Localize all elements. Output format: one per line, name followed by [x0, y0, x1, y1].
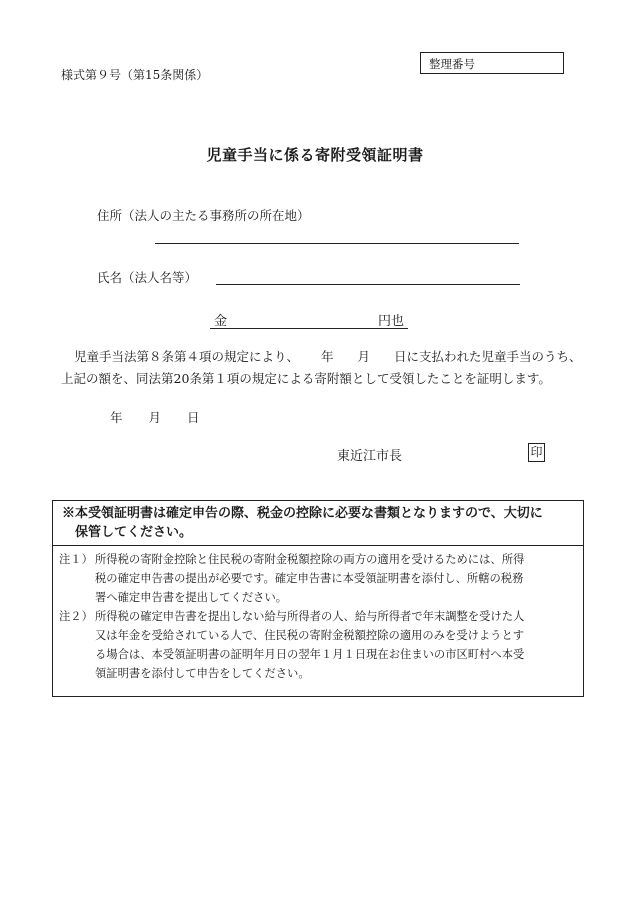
document-title: 児童手当に係る寄附受領証明書 — [206, 146, 424, 164]
certification-text-part-a: 児童手当法第８条第４項の規定により、 — [74, 349, 300, 364]
amount-prefix: 金 — [214, 314, 228, 329]
note-text-line: 税の確定申告書の提出が必要です。確定申告書に本受領証明書を添付し、所轄の税務 — [95, 572, 524, 585]
note-item-2 — [53, 607, 583, 683]
amount-suffix: 円也 — [377, 314, 404, 329]
issue-date-day: 日 — [187, 410, 200, 425]
reference-number-label: 整理番号 — [429, 57, 475, 71]
note-label: 注２） — [59, 610, 93, 623]
form-number: 様式第９号（第15条関係） — [61, 68, 209, 82]
certification-year: 年 — [321, 349, 334, 364]
address-label: 住所（法人の主たる事務所の所在地） — [97, 208, 310, 223]
certification-line-1 — [61, 346, 581, 368]
note-item-1 — [53, 550, 583, 607]
issue-date-year: 年 — [110, 410, 123, 425]
issue-date — [110, 408, 200, 426]
seal-mark: 印 — [528, 443, 545, 462]
certification-text-part-b: 日に支払われた児童手当のうち、 — [394, 349, 582, 364]
amount-field[interactable] — [210, 310, 408, 329]
note-text-line: 署へ確定申告書を提出してください。 — [95, 591, 288, 604]
notice-box — [52, 500, 584, 697]
notice-line-1: ※本受領証明書は確定申告の際、税金の控除に必要な書類となりますので、大切に — [62, 506, 543, 521]
note-text-line: 領証明書を添付して申告をしてください。 — [95, 667, 310, 680]
notice-line-2: 保管してください。 — [75, 525, 193, 540]
address-field-line[interactable] — [155, 243, 519, 244]
issue-date-month: 月 — [148, 410, 162, 425]
note-text-line: 又は年金を受給されている人で、住民税の寄附金税額控除の適用のみを受けようとす — [95, 629, 525, 642]
notice-heading — [53, 501, 583, 546]
certification-line-2: 上記の額を、同法第20条第１項の規定による寄附額として受領したことを証明します。 — [61, 371, 551, 386]
notes-list — [53, 550, 583, 683]
name-field-line[interactable] — [216, 284, 520, 285]
note-text-line: 所得税の確定申告書を提出しない給与所得者の人、給与所得者で年末調整を受けた人 — [95, 610, 525, 623]
reference-number-box[interactable] — [420, 52, 564, 74]
note-text-line: 所得税の寄附金控除と住民税の寄附金税額控除の両方の適用を受けるためには、所得 — [95, 553, 525, 566]
note-label: 注１） — [59, 553, 93, 566]
certification-month: 月 — [357, 349, 371, 364]
note-text-line: る場合は、本受領証明書の証明年月日の翌年１月１日現在お住まいの市区町村へ本受 — [95, 648, 525, 661]
certification-text — [61, 346, 581, 390]
name-label: 氏名（法人名等） — [97, 270, 198, 285]
issuer-name: 東近江市長 — [337, 449, 403, 464]
